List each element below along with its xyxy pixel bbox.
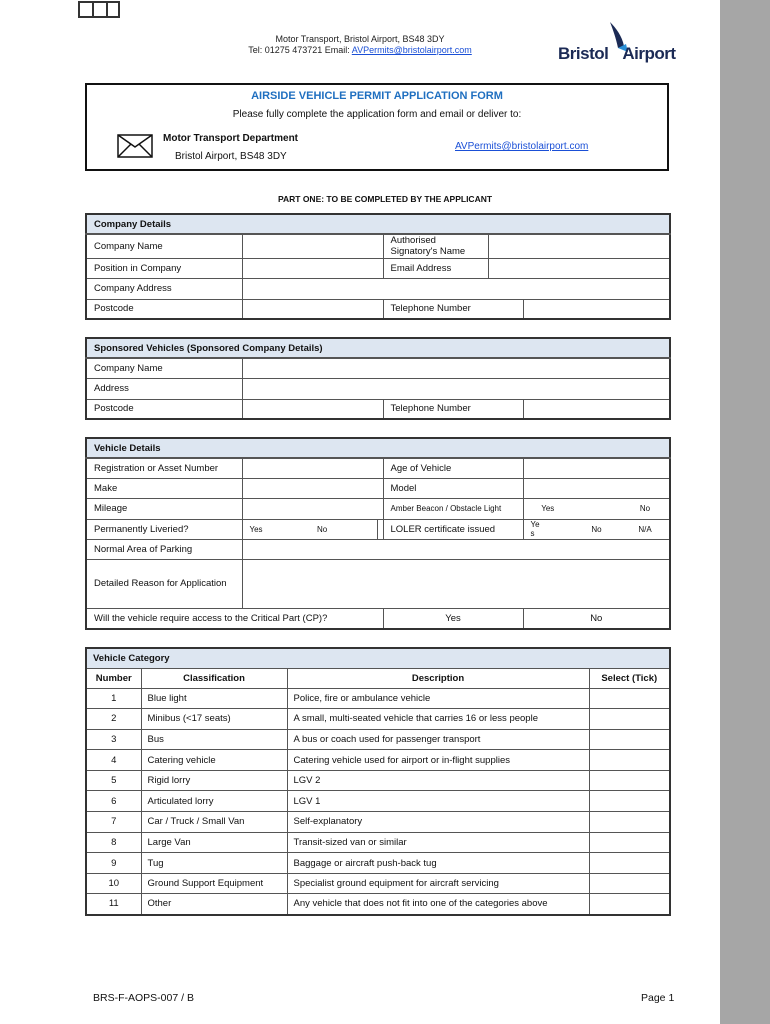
vehicle-category-table xyxy=(85,647,671,916)
parking-label: Normal Area of Parking xyxy=(86,539,242,559)
category-classification: Bus xyxy=(141,729,287,750)
beacon-no[interactable]: No xyxy=(621,498,670,519)
loler-yes[interactable]: Yes xyxy=(523,519,572,539)
loler-na[interactable]: N/A xyxy=(621,519,670,539)
liveried-yes[interactable]: Yes xyxy=(242,519,310,539)
auth-signatory-field[interactable] xyxy=(488,234,670,258)
vehicle-details-heading: Vehicle Details xyxy=(86,438,670,458)
company-details-heading: Company Details xyxy=(86,214,670,234)
table-row xyxy=(86,709,670,730)
sponsored-postcode-label: Postcode xyxy=(86,399,242,419)
category-number: 5 xyxy=(86,770,141,791)
make-field[interactable] xyxy=(242,478,383,498)
category-classification: Car / Truck / Small Van xyxy=(141,812,287,833)
loler-no[interactable]: No xyxy=(572,519,621,539)
category-description: Any vehicle that does not fit into one of the categories above xyxy=(287,894,589,915)
category-description: A bus or coach used for passenger transport xyxy=(287,729,589,750)
position-label: Position in Company xyxy=(86,258,242,278)
header-email-link[interactable]: AVPermits@bristolairport.com xyxy=(351,45,472,55)
category-classification: Catering vehicle xyxy=(141,750,287,771)
age-field[interactable] xyxy=(523,458,670,478)
sponsored-postcode-field[interactable] xyxy=(242,399,383,419)
dept-name: Motor Transport Department xyxy=(163,133,299,144)
sponsored-heading: Sponsored Vehicles (Sponsored Company Details) xyxy=(86,338,670,358)
category-classification: Minibus (<17 seats) xyxy=(141,709,287,730)
parking-field[interactable] xyxy=(242,539,670,559)
table-row xyxy=(86,873,670,894)
header-contact: Tel: 01275 473721 Email: AVPermits@bristolairport.com xyxy=(248,45,472,55)
category-select-cell[interactable] xyxy=(589,709,670,730)
table-row xyxy=(86,832,670,853)
category-number: 6 xyxy=(86,791,141,812)
reason-field[interactable] xyxy=(242,559,670,608)
category-number: 3 xyxy=(86,729,141,750)
category-classification: Articulated lorry xyxy=(141,791,287,812)
category-number: 11 xyxy=(86,894,141,915)
page-number: Page 1 xyxy=(641,992,675,1004)
mileage-field[interactable] xyxy=(242,498,383,519)
model-label: Model xyxy=(383,478,523,498)
category-description: Specialist ground equipment for aircraft servicing xyxy=(287,873,589,894)
email-address-field[interactable] xyxy=(488,258,670,278)
form-instruction: Please fully complete the application form and email or deliver to: xyxy=(232,109,522,120)
cp-yes[interactable]: Yes xyxy=(383,608,523,629)
liveried-label: Permanently Liveried? xyxy=(86,519,242,539)
mileage-label: Mileage xyxy=(86,498,242,519)
category-description: LGV 1 xyxy=(287,791,589,812)
sponsored-vehicles-table xyxy=(85,337,671,420)
bristol-airport-logo xyxy=(558,22,688,66)
cp-question: Will the vehicle require access to the Critical Part (CP)? xyxy=(86,608,383,629)
cp-no[interactable]: No xyxy=(523,608,670,629)
category-select-cell[interactable] xyxy=(589,832,670,853)
postcode-label: Postcode xyxy=(86,299,242,319)
category-description: Police, fire or ambulance vehicle xyxy=(287,688,589,709)
company-name-label: Company Name xyxy=(86,234,242,258)
table-row xyxy=(86,770,670,791)
page-icon xyxy=(78,1,120,18)
registration-field[interactable] xyxy=(242,458,383,478)
dept-address: Bristol Airport, BS48 3DY xyxy=(175,151,287,162)
sponsored-company-field[interactable] xyxy=(242,358,670,378)
category-classification: Blue light xyxy=(141,688,287,709)
category-number: 1 xyxy=(86,688,141,709)
col-select: Select (Tick) xyxy=(589,668,670,688)
category-classification: Tug xyxy=(141,853,287,874)
company-address-field[interactable] xyxy=(242,278,670,299)
form-title: AIRSIDE VEHICLE PERMIT APPLICATION FORM xyxy=(251,90,503,102)
col-number: Number xyxy=(86,668,141,688)
category-description: Transit-sized van or similar xyxy=(287,832,589,853)
category-classification: Rigid lorry xyxy=(141,770,287,791)
category-select-cell[interactable] xyxy=(589,688,670,709)
header-address: Motor Transport, Bristol Airport, BS48 3DY xyxy=(275,34,445,44)
category-number: 9 xyxy=(86,853,141,874)
company-address-label: Company Address xyxy=(86,278,242,299)
logo-word-1: Bristol xyxy=(558,44,609,63)
sponsored-address-field[interactable] xyxy=(242,378,670,399)
category-number: 4 xyxy=(86,750,141,771)
page-margin-bar xyxy=(720,0,770,1024)
category-description: Self-explanatory xyxy=(287,812,589,833)
age-label: Age of Vehicle xyxy=(383,458,523,478)
reason-label: Detailed Reason for Application xyxy=(86,559,242,608)
vehicle-details-table xyxy=(85,437,671,630)
category-classification: Ground Support Equipment xyxy=(141,873,287,894)
position-field[interactable] xyxy=(242,258,383,278)
category-description: LGV 2 xyxy=(287,770,589,791)
table-row xyxy=(86,729,670,750)
category-description: A small, multi-seated vehicle that carries 16 or less people xyxy=(287,709,589,730)
email-address-label: Email Address xyxy=(383,258,488,278)
col-description: Description xyxy=(287,668,589,688)
table-row xyxy=(86,812,670,833)
category-select-cell[interactable] xyxy=(589,750,670,771)
form-title-box xyxy=(85,83,669,171)
table-row xyxy=(86,853,670,874)
telephone-label: Telephone Number xyxy=(383,299,523,319)
table-row xyxy=(86,894,670,915)
registration-label: Registration or Asset Number xyxy=(86,458,242,478)
category-select-cell[interactable] xyxy=(589,894,670,915)
company-details-table xyxy=(85,213,671,320)
model-field[interactable] xyxy=(523,478,670,498)
make-label: Make xyxy=(86,478,242,498)
table-row xyxy=(86,750,670,771)
category-classification: Large Van xyxy=(141,832,287,853)
category-select-cell[interactable] xyxy=(589,729,670,750)
category-number: 8 xyxy=(86,832,141,853)
sponsored-telephone-label: Telephone Number xyxy=(383,399,523,419)
table-row xyxy=(86,791,670,812)
sponsored-company-label: Company Name xyxy=(86,358,242,378)
category-select-cell[interactable] xyxy=(589,853,670,874)
category-select-cell[interactable] xyxy=(589,812,670,833)
auth-signatory-label: Authorised Signatory's Name xyxy=(383,234,488,258)
company-name-field[interactable] xyxy=(242,234,383,258)
dept-email-link[interactable]: AVPermits@bristolairport.com xyxy=(455,141,589,152)
category-number: 7 xyxy=(86,812,141,833)
logo-word-2: Airport xyxy=(622,44,676,63)
sponsored-address-label: Address xyxy=(86,378,242,399)
category-number: 10 xyxy=(86,873,141,894)
beacon-yes[interactable]: Yes xyxy=(523,498,572,519)
category-select-cell[interactable] xyxy=(589,873,670,894)
category-description: Baggage or aircraft push-back tug xyxy=(287,853,589,874)
postcode-field[interactable] xyxy=(242,299,383,319)
sponsored-telephone-field[interactable] xyxy=(523,399,670,419)
category-number: 2 xyxy=(86,709,141,730)
liveried-no[interactable]: No xyxy=(310,519,377,539)
envelope-icon xyxy=(117,134,153,158)
col-classification: Classification xyxy=(141,668,287,688)
table-row xyxy=(86,688,670,709)
category-select-cell[interactable] xyxy=(589,791,670,812)
category-select-cell[interactable] xyxy=(589,770,670,791)
beacon-label: Amber Beacon / Obstacle Light xyxy=(383,498,523,519)
doc-reference: BRS-F-AOPS-007 / B xyxy=(93,992,194,1004)
loler-label: LOLER certificate issued xyxy=(383,519,523,539)
part-one-heading: PART ONE: TO BE COMPLETED BY THE APPLICANT xyxy=(277,194,493,204)
category-description: Catering vehicle used for airport or in-flight supplies xyxy=(287,750,589,771)
category-heading: Vehicle Category xyxy=(86,648,670,668)
category-classification: Other xyxy=(141,894,287,915)
telephone-field[interactable] xyxy=(523,299,670,319)
